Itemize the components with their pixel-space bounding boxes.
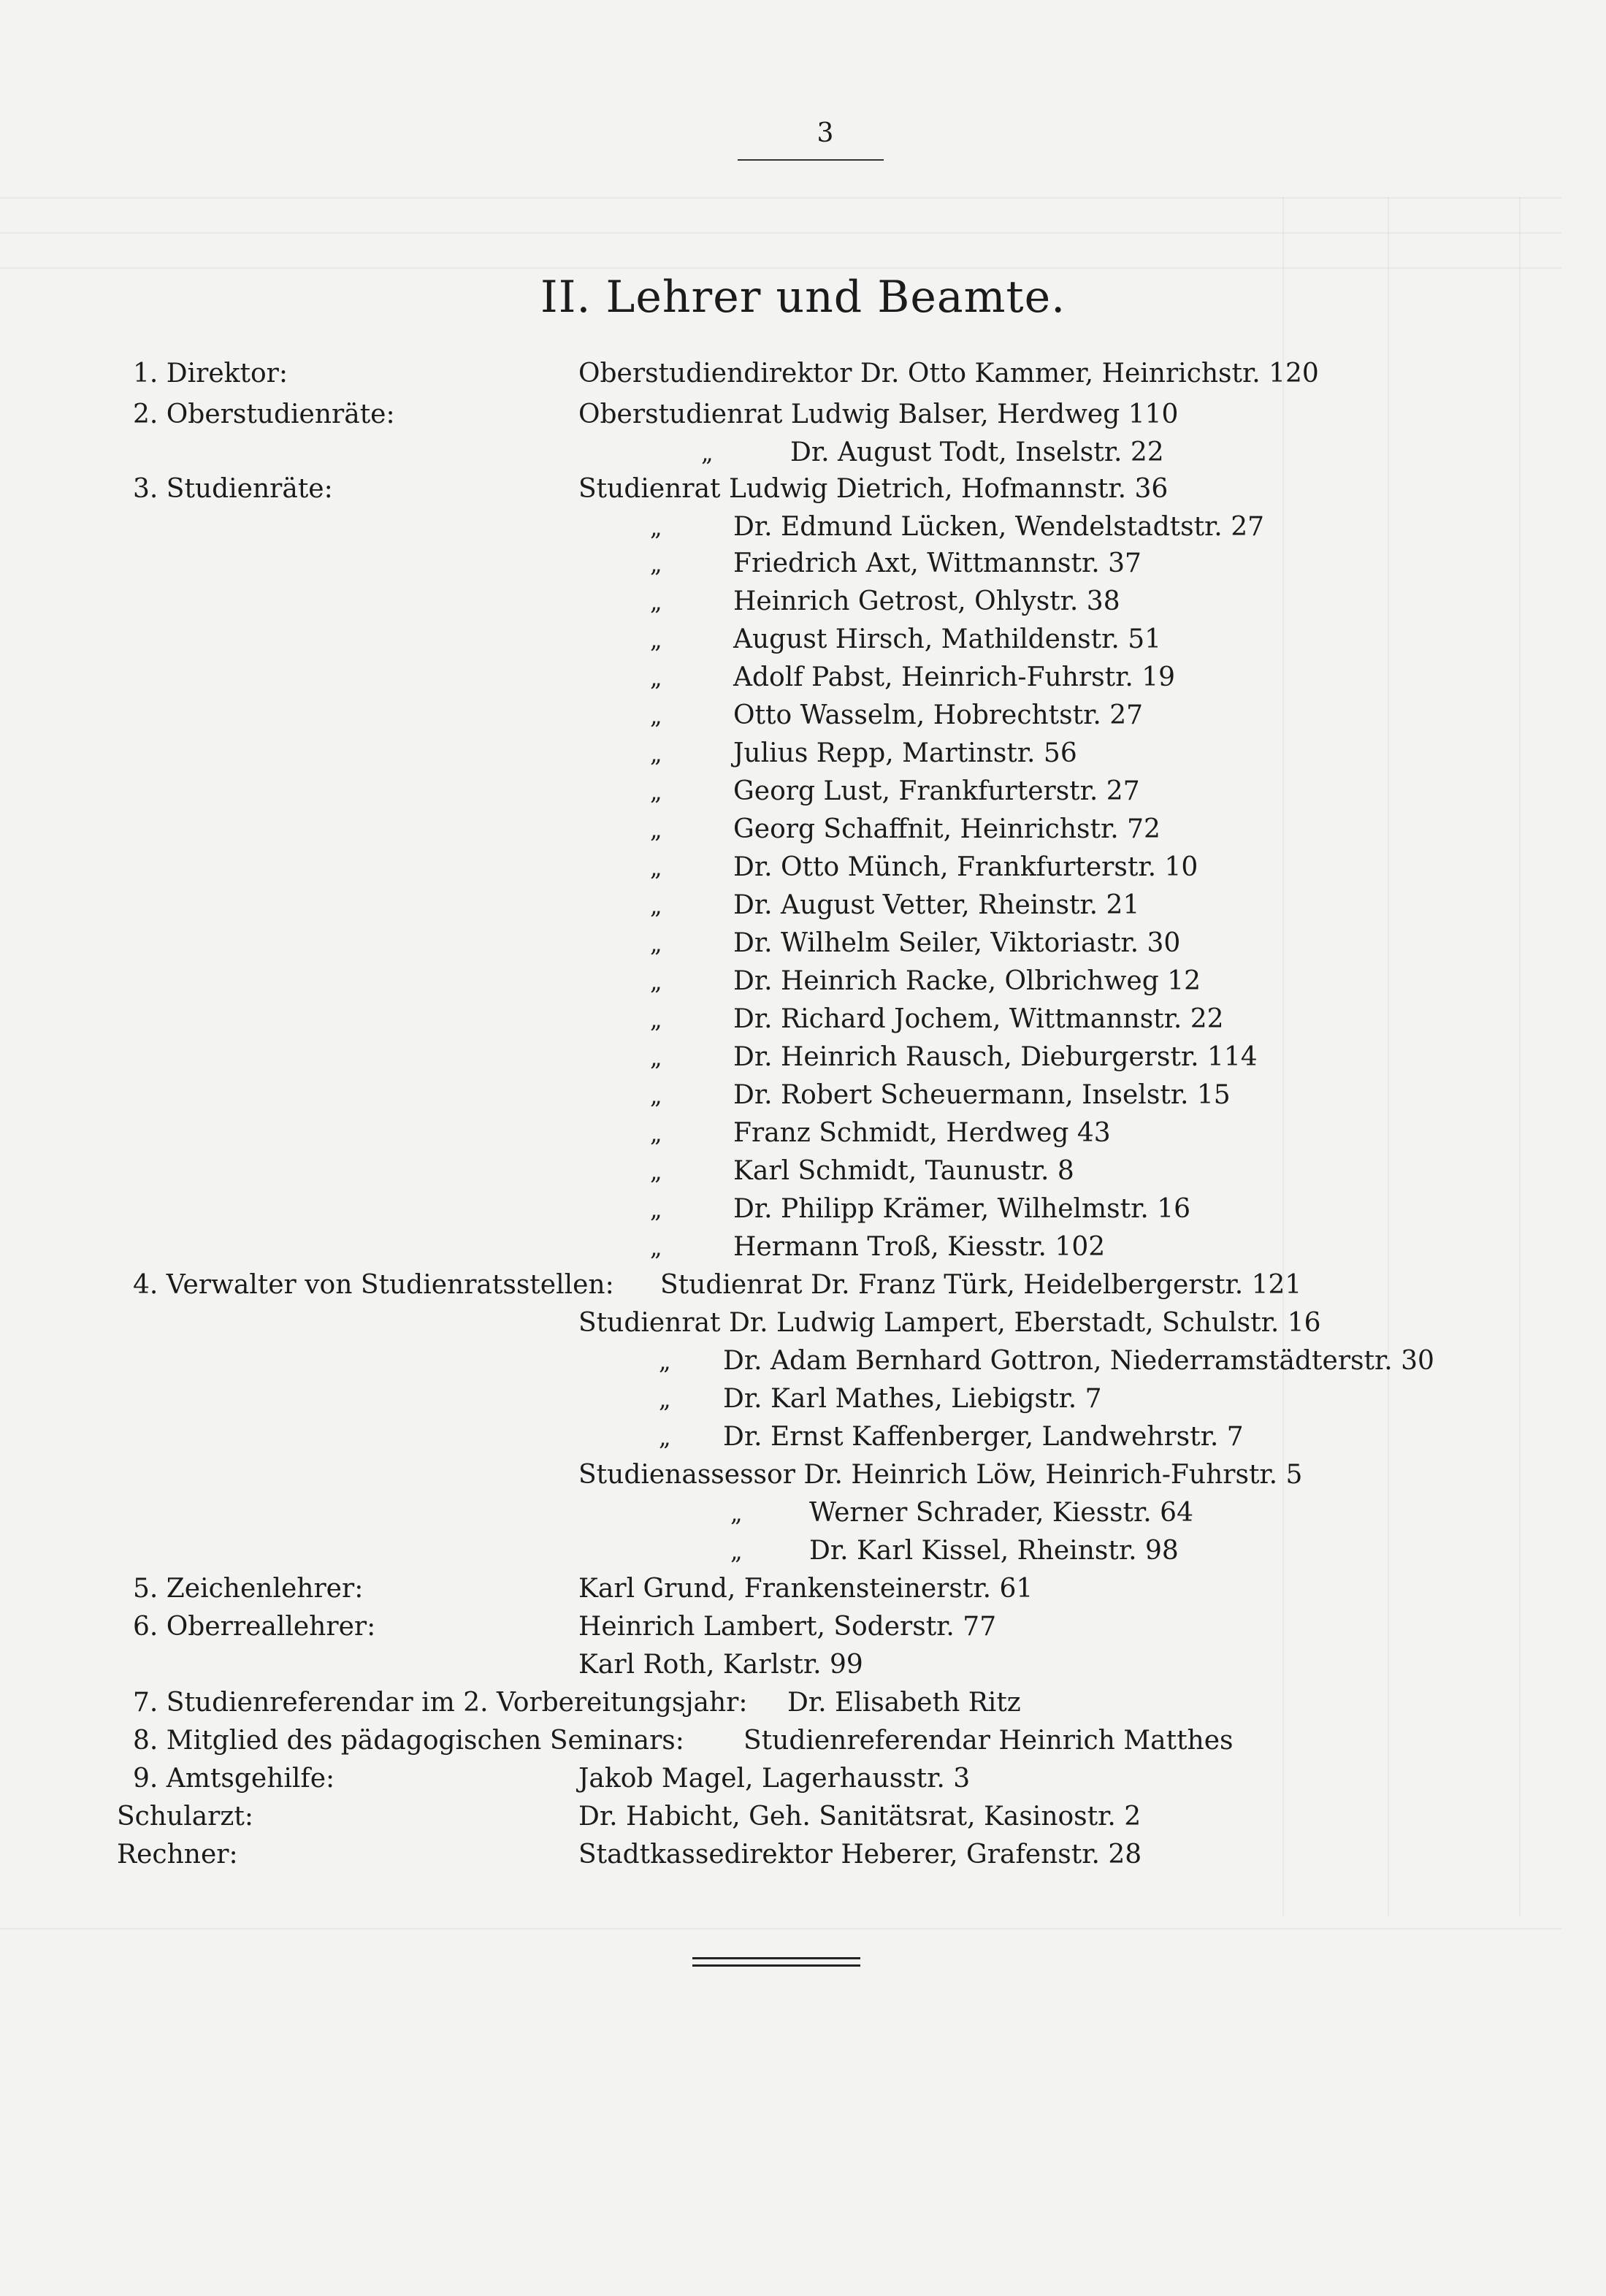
entry-row bbox=[0, 1531, 1606, 1572]
entry-text: Otto Wasselm, Hobrechtstr. 27 bbox=[733, 700, 1144, 730]
entry-row bbox=[0, 1189, 1606, 1230]
ditto-mark: „ bbox=[650, 892, 662, 919]
ditto-mark: „ bbox=[650, 513, 662, 541]
bleed-through-line bbox=[0, 197, 1562, 199]
entry-row bbox=[0, 1645, 1606, 1685]
entry-text: Studienrat Dr. Ludwig Lampert, Eberstadt, Schulstr. 16 bbox=[578, 1308, 1321, 1338]
entry-label: 3. Studienräte: bbox=[133, 474, 333, 504]
entry-text: Jakob Magel, Lagerhausstr. 3 bbox=[578, 1764, 971, 1794]
ditto-mark: „ bbox=[650, 702, 662, 730]
entry-row bbox=[0, 1834, 1606, 1875]
ditto-mark: „ bbox=[650, 1044, 662, 1071]
entry-row bbox=[0, 1796, 1606, 1837]
ditto-mark: „ bbox=[650, 588, 662, 616]
entry-text: Studienrat Ludwig Dietrich, Hofmannstr. 36 bbox=[578, 474, 1169, 504]
entry-text: Franz Schmidt, Herdweg 43 bbox=[733, 1118, 1111, 1148]
entry-text: Dr. Richard Jochem, Wittmannstr. 22 bbox=[733, 1004, 1224, 1034]
entry-row bbox=[0, 1265, 1606, 1306]
ditto-mark: „ bbox=[659, 1347, 671, 1375]
ditto-mark: „ bbox=[650, 740, 662, 768]
ditto-mark: „ bbox=[730, 1499, 743, 1527]
entry-label: 5. Zeichenlehrer: bbox=[133, 1574, 364, 1604]
entry-text: Julius Repp, Martinstr. 56 bbox=[733, 738, 1077, 768]
entry-text: Dr. Habicht, Geh. Sanitätsrat, Kasinostr. 2 bbox=[578, 1802, 1142, 1832]
bleed-through-line bbox=[0, 232, 1562, 234]
ditto-mark: „ bbox=[650, 1233, 662, 1261]
closing-rule bbox=[692, 1964, 860, 1967]
bleed-through-line bbox=[0, 267, 1562, 269]
entry-text: Oberstudienrat Ludwig Balser, Herdweg 110 bbox=[578, 399, 1179, 429]
ditto-mark: „ bbox=[650, 626, 662, 654]
entry-row bbox=[0, 432, 1606, 473]
entry-row bbox=[0, 1113, 1606, 1154]
entry-row bbox=[0, 657, 1606, 698]
entry-text: Studienrat Dr. Franz Türk, Heidelbergerstr. 121 bbox=[660, 1270, 1302, 1300]
entry-row bbox=[0, 581, 1606, 622]
entry-text: Stadtkassedirektor Heberer, Grafenstr. 28 bbox=[578, 1840, 1142, 1870]
ditto-mark: „ bbox=[650, 854, 662, 881]
entry-row bbox=[0, 1721, 1606, 1761]
entry-label: 1. Direktor: bbox=[133, 359, 288, 389]
entry-text: Friedrich Axt, Wittmannstr. 37 bbox=[733, 548, 1142, 578]
entry-row bbox=[0, 507, 1606, 548]
entry-row bbox=[0, 1075, 1606, 1116]
entry-row bbox=[0, 1037, 1606, 1078]
entry-text: Studienassessor Dr. Heinrich Löw, Heinrich-Fuhrstr. 5 bbox=[578, 1460, 1303, 1490]
section-heading: II. Lehrer und Beamte. bbox=[540, 272, 1066, 323]
entry-row bbox=[0, 469, 1606, 510]
ditto-mark: „ bbox=[650, 816, 662, 843]
entry-text: Georg Lust, Frankfurterstr. 27 bbox=[733, 776, 1140, 806]
entry-row bbox=[0, 394, 1606, 435]
entry-text: Studienreferendar Heinrich Matthes bbox=[743, 1726, 1234, 1756]
closing-rule bbox=[692, 1957, 860, 1959]
entry-text: Dr. Elisabeth Ritz bbox=[787, 1688, 1021, 1718]
entry-row bbox=[0, 1683, 1606, 1723]
entry-row bbox=[0, 1607, 1606, 1648]
entry-text: August Hirsch, Mathildenstr. 51 bbox=[733, 624, 1162, 654]
entry-text: Dr. Edmund Lücken, Wendelstadtstr. 27 bbox=[733, 512, 1264, 542]
ditto-mark: „ bbox=[730, 1537, 743, 1565]
entry-text: Dr. Wilhelm Seiler, Viktoriastr. 30 bbox=[733, 928, 1181, 958]
entry-label: 8. Mitglied des pädagogischen Seminars: bbox=[133, 1726, 684, 1756]
entry-text: Georg Schaffnit, Heinrichstr. 72 bbox=[733, 814, 1160, 844]
entry-label: 7. Studienreferendar im 2. Vorbereitungsjahr: bbox=[133, 1688, 748, 1718]
entry-row bbox=[0, 1759, 1606, 1799]
ditto-mark: „ bbox=[650, 1195, 662, 1223]
entry-text: Dr. Robert Scheuermann, Inselstr. 15 bbox=[733, 1080, 1231, 1110]
entry-row bbox=[0, 695, 1606, 736]
entry-row bbox=[0, 1569, 1606, 1610]
entry-text: Dr. Heinrich Rausch, Dieburgerstr. 114 bbox=[733, 1042, 1258, 1072]
entry-text: Karl Roth, Karlstr. 99 bbox=[578, 1650, 863, 1680]
entry-text: Werner Schrader, Kiesstr. 64 bbox=[809, 1498, 1193, 1528]
entry-row bbox=[0, 1379, 1606, 1420]
ditto-mark: „ bbox=[650, 1082, 662, 1109]
entry-row bbox=[0, 1151, 1606, 1192]
entry-label: 4. Verwalter von Studienratsstellen: bbox=[133, 1270, 614, 1300]
ditto-mark: „ bbox=[650, 930, 662, 957]
entry-row bbox=[0, 619, 1606, 660]
entry-text: Karl Grund, Frankensteinerstr. 61 bbox=[578, 1574, 1033, 1604]
entry-text: Dr. Ernst Kaffenberger, Landwehrstr. 7 bbox=[723, 1422, 1244, 1452]
ditto-mark: „ bbox=[650, 778, 662, 805]
entry-text: Hermann Troß, Kiesstr. 102 bbox=[733, 1232, 1106, 1262]
entry-text: Dr. Karl Mathes, Liebigstr. 7 bbox=[723, 1384, 1102, 1414]
entry-row bbox=[0, 885, 1606, 926]
entry-label: 6. Oberreallehrer: bbox=[133, 1612, 376, 1642]
ditto-mark: „ bbox=[650, 1157, 662, 1185]
entry-row bbox=[0, 771, 1606, 812]
entry-text: Heinrich Getrost, Ohlystr. 38 bbox=[733, 586, 1120, 616]
entry-text: Heinrich Lambert, Soderstr. 77 bbox=[578, 1612, 997, 1642]
entry-row bbox=[0, 353, 1606, 394]
entry-label: 2. Oberstudienräte: bbox=[133, 399, 395, 429]
entry-text: Dr. Otto Münch, Frankfurterstr. 10 bbox=[733, 852, 1198, 882]
ditto-mark: „ bbox=[659, 1385, 671, 1413]
entry-row bbox=[0, 1493, 1606, 1534]
entry-row bbox=[0, 809, 1606, 850]
entry-text: Dr. Heinrich Racke, Olbrichweg 12 bbox=[733, 966, 1201, 996]
entry-text: Dr. Karl Kissel, Rheinstr. 98 bbox=[809, 1536, 1179, 1566]
entry-row bbox=[0, 1341, 1606, 1382]
entry-row bbox=[0, 1303, 1606, 1344]
entry-text: Oberstudiendirektor Dr. Otto Kammer, Heinrichstr. 120 bbox=[578, 359, 1319, 389]
entry-row bbox=[0, 1455, 1606, 1496]
ditto-mark: „ bbox=[659, 1423, 671, 1451]
entry-label: 9. Amtsgehilfe: bbox=[133, 1764, 335, 1794]
entry-row bbox=[0, 923, 1606, 964]
entry-row bbox=[0, 847, 1606, 888]
entry-row bbox=[0, 733, 1606, 774]
ditto-mark: „ bbox=[650, 968, 662, 995]
entry-row bbox=[0, 543, 1606, 584]
ditto-mark: „ bbox=[650, 550, 662, 578]
entry-row bbox=[0, 1227, 1606, 1268]
page-number-rule bbox=[738, 159, 884, 161]
entry-text: Dr. August Vetter, Rheinstr. 21 bbox=[733, 890, 1140, 920]
ditto-mark: „ bbox=[650, 1006, 662, 1033]
entry-text: Dr. Philipp Krämer, Wilhelmstr. 16 bbox=[733, 1194, 1191, 1224]
entry-label: Schularzt: bbox=[117, 1802, 253, 1832]
entry-label: Rechner: bbox=[117, 1840, 238, 1870]
entry-text: Dr. Adam Bernhard Gottron, Niederramstädterstr. 30 bbox=[723, 1346, 1434, 1376]
ditto-mark: „ bbox=[701, 439, 714, 467]
entry-row bbox=[0, 999, 1606, 1040]
entry-text: Adolf Pabst, Heinrich-Fuhrstr. 19 bbox=[733, 662, 1176, 692]
entry-row bbox=[0, 961, 1606, 1002]
entry-row bbox=[0, 1417, 1606, 1458]
bleed-through-line bbox=[0, 1928, 1562, 1929]
page-number: 3 bbox=[817, 118, 834, 148]
ditto-mark: „ bbox=[650, 664, 662, 692]
entry-text: Dr. August Todt, Inselstr. 22 bbox=[790, 437, 1164, 467]
ditto-mark: „ bbox=[650, 1120, 662, 1147]
entry-text: Karl Schmidt, Taunustr. 8 bbox=[733, 1156, 1074, 1186]
